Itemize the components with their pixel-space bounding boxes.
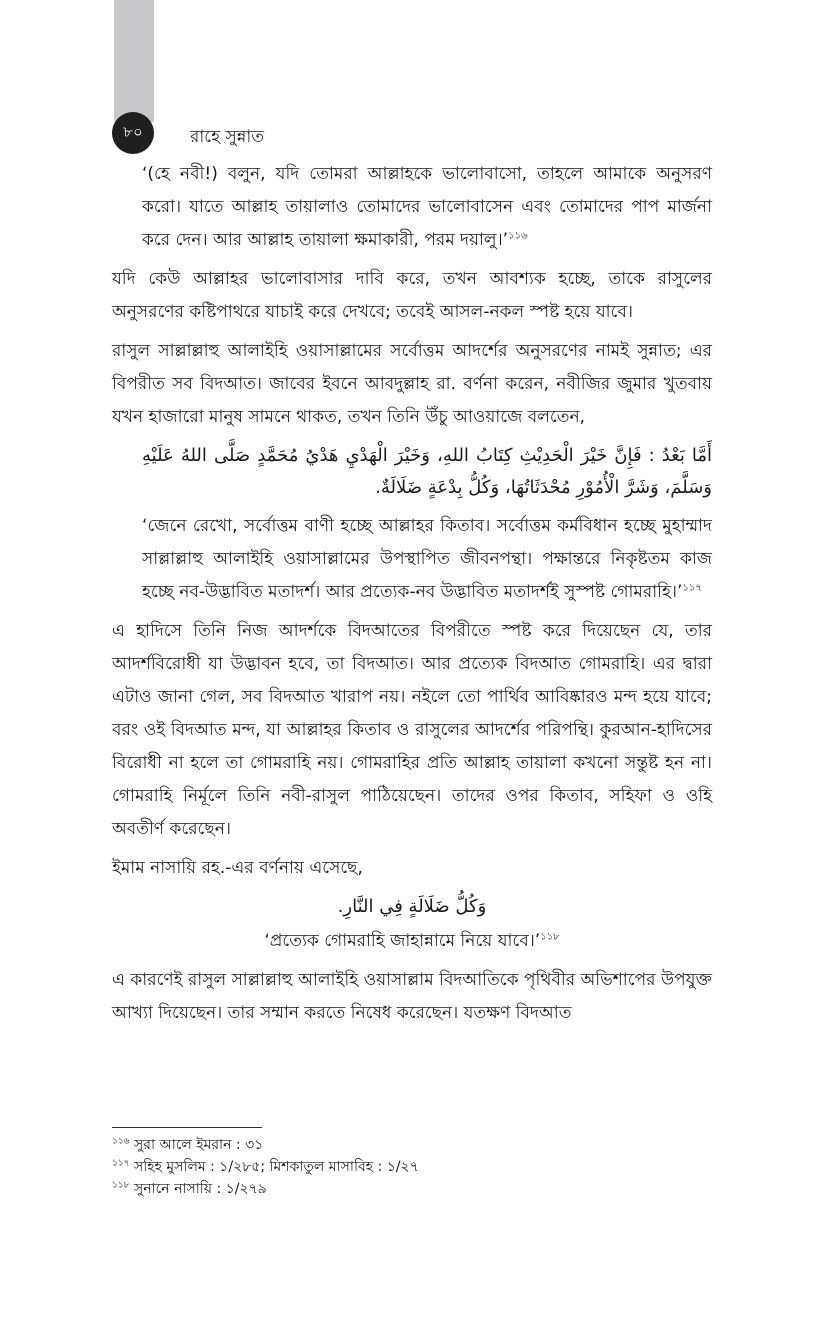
quote-text: ‘প্রত্যেক গোমরাহি জাহান্নামে নিয়ে যাবে।’ xyxy=(264,931,541,951)
footnote-divider xyxy=(112,1127,262,1128)
footnote-item xyxy=(112,1134,712,1156)
quote-block xyxy=(112,925,712,958)
footnote-number: ১১৮ xyxy=(112,1180,130,1191)
running-title: রাহে সুন্নাত xyxy=(190,127,265,147)
footnote-text: সুরা আলে ইমরান : ৩১ xyxy=(134,1137,264,1153)
paragraph: এ কারণেই রাসুল সাল্লাল্লাহু আলাইহি ওয়াসাল্লাম বিদআতিকে পৃথিবীর অভিশাপের উপযুক্ত আখ্যা দিয়েছেন। তার সম্মান করতে নিষেধ করেছেন। যতক্ষণ বিদআত xyxy=(112,970,712,1023)
footnote-ref: ১১৬ xyxy=(508,230,528,242)
paragraph: এ হাদিসে তিনি নিজ আদর্শকে বিদআতের বিপরীতে স্পষ্ট করে দিয়েছেন যে, তার আদর্শবিরোধী যা উদ্ভাবন হবে, তা বিদআত। আর প্রত্যেক বিদআত গোমরাহি। এর দ্বারা এটাও জানা গেল, সব বিদআত খারাপ নয়। নইলে তো পার্থিব আবিষ্কারও মন্দ হয়ে যাবে; বরং ওই বিদআত মন্দ, যা আল্লাহর কিতাব ও রাসুলের আদর্শের পরিপন্থি। কুরআন-হাদিসের বিরোধী না হলে তা গোমরাহি নয়। গোমরাহির প্রতি আল্লাহ তায়ালা কখনো সন্তুষ্ট হন না। গোমরাহি নির্মূলে তিনি নবী-রাসুল পাঠিয়েছেন। তাদের ওপর কিতাব, সহিফা ও ওহি অবতীর্ণ করেছেন। xyxy=(112,621,712,839)
arabic-hadith-text: أَمَّا بَعْدُ : فَإِنَّ خَيْرَ الْحَدِيْثِ كِتَابُ اللهِ، وَخَيْرَ الْهَدْيِ هَدْيُ مُحَمَّدٍ صَلَّى اللهُ عَلَيْهِ وَسَلَّمَ، وَشَرَّ الْأُمُوْرِ مُحْدَثَاتُهَا، وَكُلُّ بِدْعَةٍ ضَلَالَةٌ. xyxy=(142,445,712,498)
quote-text: ‘জেনে রেখো, সর্বোত্তম বাণী হচ্ছে আল্লাহর কিতাব। সর্বোত্তম কর্মবিধান হচ্ছে মুহাম্মাদ সাল্লাল্লাহু আলাইহি ওয়াসাল্লামের উপস্থাপিত জীবনপন্থা। পক্ষান্তরে নিকৃষ্টতম কাজ হচ্ছে নব-উদ্ভাবিত মতাদর্শ। আর প্রত্যেক-নব উদ্ভাবিত মতাদর্শই সুস্পষ্ট গোমরাহি।’ xyxy=(142,516,712,602)
footnote-ref: ১১৭ xyxy=(682,582,702,594)
page-number-badge xyxy=(112,112,154,154)
footnote-text: সহিহ মুসলিম : ১/২৮৫; মিশকাতুল মাসাবিহ : ১/২৭ xyxy=(134,1159,419,1175)
page-number: ৮০ xyxy=(123,122,143,141)
quote-text: ‘(হে নবী!) বলুন, যদি তোমরা আল্লাহকে ভালোবাসো, তাহলে আমাকে অনুসরণ করো। যাতে আল্লাহ তায়ালাও তোমাদের ভালোবাসেন এবং তোমাদের পাপ মার্জনা করে দেন। আর আল্লাহ তায়ালা ক্ষমাকারী, পরম দয়ালু।’ xyxy=(142,164,712,250)
footnote-ref: ১১৮ xyxy=(540,931,560,943)
page-tab-bar xyxy=(114,0,154,122)
arabic-quote-text: وَكُلُّ ضَلَالَةٍ فِي النَّارِ. xyxy=(337,896,487,917)
footnote-item xyxy=(112,1156,712,1178)
quote-block xyxy=(142,158,712,257)
paragraph: যদি কেউ আল্লাহর ভালোবাসার দাবি করে, তখন আবশ্যক হচ্ছে, তাকে রাসুলের অনুসরণের কষ্টিপাথরে যাচাই করে দেখবে; তবেই আসল-নকল স্পষ্ট হয়ে যাবে। xyxy=(112,269,712,322)
paragraph: রাসুল সাল্লাল্লাহু আলাইহি ওয়াসাল্লামের সর্বোত্তম আদর্শের অনুসরণের নামই সুন্নাত; এর বিপরীত সব বিদআত। জাবের ইবনে আবদুল্লাহ রা. বর্ণনা করেন, নবীজির জুমার খুতবায় যখন হাজারো মানুষ সামনে থাকত, তখন তিনি উঁচু আওয়াজে বলতেন, xyxy=(112,341,712,427)
footnote-number: ১১৭ xyxy=(112,1158,130,1169)
paragraph: ইমাম নাসায়ি রহ.-এর বর্ণনায় এসেছে, xyxy=(112,858,363,878)
footnote-number: ১১৬ xyxy=(112,1136,130,1147)
quote-block xyxy=(142,510,712,609)
footnote-item xyxy=(112,1178,712,1200)
footnote-text: সুনানে নাসায়ি : ১/২৭৯ xyxy=(133,1181,267,1197)
footnotes xyxy=(112,1134,712,1200)
page-body xyxy=(112,158,712,1036)
